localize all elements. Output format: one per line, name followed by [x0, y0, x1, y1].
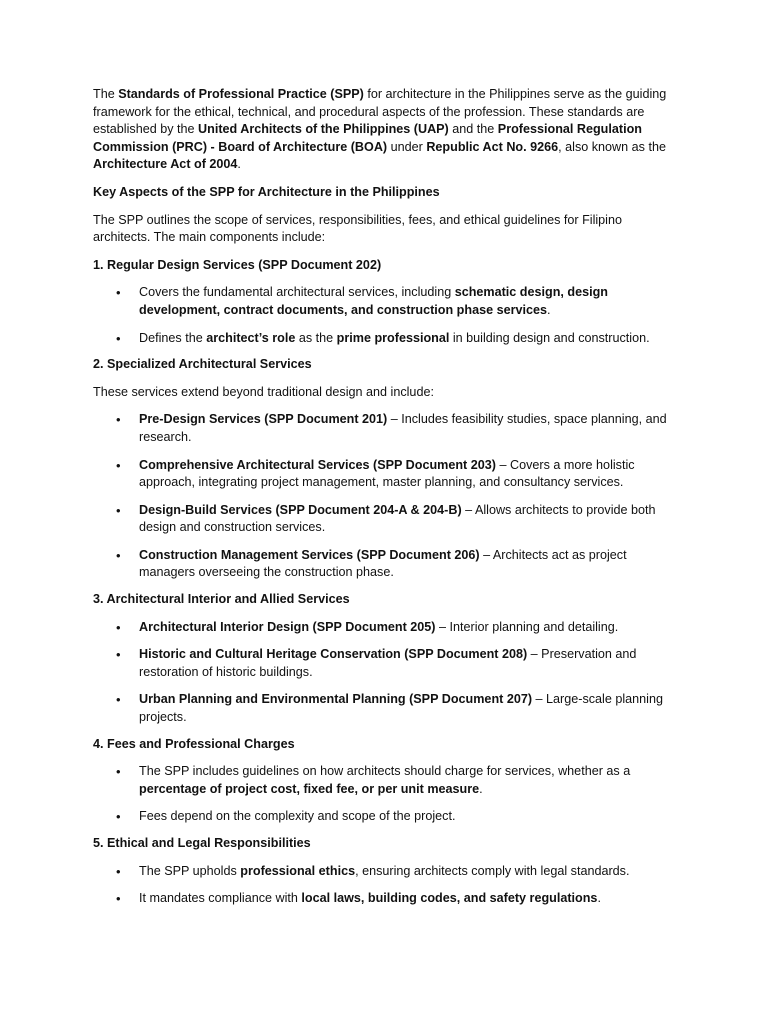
section-heading: 1. Regular Design Services (SPP Document 202): [93, 257, 382, 272]
bullet-dot-icon: •: [116, 547, 121, 563]
bullet-list: [93, 863, 668, 908]
bullet-item: [93, 619, 668, 637]
bullet-item: [93, 890, 668, 908]
bold-text-run: percentage of project cost, fixed fee, or per unit measure: [139, 781, 480, 796]
text-run: .: [479, 781, 483, 796]
bold-text-run: Standards of Professional Practice (SPP): [118, 87, 364, 101]
bold-text-run: Professional Regulation Commission (PRC) - Board of Architecture (BOA): [93, 122, 642, 154]
text-run: The: [93, 87, 119, 101]
bullet-item: [93, 457, 668, 492]
bullet-item: [93, 411, 668, 446]
section-paragraph: These services extend beyond traditional design and include:: [93, 384, 434, 399]
text-run: Fees depend on the complexity and scope of the project.: [139, 809, 456, 824]
bold-text-run: Architecture Act of 2004: [93, 157, 238, 172]
bullet-dot-icon: •: [116, 809, 121, 825]
text-run: .: [597, 891, 601, 906]
text-run: – Preservation and restoration of historic buildings.: [139, 647, 637, 679]
bullet-dot-icon: •: [116, 891, 121, 907]
text-run: – Includes feasibility studies, space planning, and research.: [139, 412, 667, 444]
bullet-dot-icon: •: [116, 647, 121, 663]
bold-text-run: Pre-Design Services (SPP Document 201): [139, 412, 388, 427]
overview-paragraph: The SPP outlines the scope of services, responsibilities, fees, and ethical guidelines for Filipino architects. The main components include:: [93, 212, 622, 245]
text-run: for architecture in the Philippines serve as the guiding framework for the ethical, technical, and procedural aspects of the profession. These standards are established by the: [93, 87, 667, 137]
bold-text-run: Comprehensive Architectural Services (SPP Document 203): [139, 457, 496, 472]
text-run: – Covers a more holistic approach, integrating project management, master planning, and consultancy services.: [139, 457, 635, 490]
bullet-dot-icon: •: [116, 412, 121, 428]
text-run: in building design and construction.: [449, 330, 650, 345]
bullet-dot-icon: •: [116, 502, 121, 518]
bold-text-run: Construction Management Services (SPP Document 206): [139, 547, 480, 562]
bullet-list: [93, 619, 668, 727]
bullet-item: [93, 691, 668, 726]
bullet-dot-icon: •: [116, 330, 121, 346]
bold-text-run: local laws, building codes, and safety regulations: [301, 891, 598, 906]
key-aspects-heading: Key Aspects of the SPP for Architecture in the Philippines: [93, 184, 440, 199]
bullet-item: [93, 808, 668, 826]
bold-text-run: Republic Act No. 9266: [426, 139, 559, 154]
text-run: .: [547, 302, 551, 317]
text-run: .: [237, 157, 241, 172]
bullet-item: [93, 330, 668, 348]
bold-text-run: United Architects of the Philippines (UAP): [198, 122, 449, 137]
bold-text-run: Historic and Cultural Heritage Conservation (SPP Document 208): [139, 647, 528, 662]
text-run: under: [387, 139, 427, 154]
text-run: – Interior planning and detailing.: [435, 619, 619, 634]
text-run: , also known as the: [558, 139, 666, 154]
text-run: – Allows architects to provide both design and construction services.: [139, 502, 656, 535]
text-run: – Large-scale planning projects.: [139, 692, 663, 725]
section-heading: 3. Architectural Interior and Allied Services: [93, 592, 350, 607]
text-run: The SPP upholds: [139, 863, 241, 878]
bold-text-run: Design-Build Services (SPP Document 204-A & 204-B): [139, 502, 462, 517]
bullet-list: [93, 763, 668, 826]
bullet-item: [93, 763, 668, 798]
text-run: Defines the: [139, 330, 207, 345]
text-run: Covers the fundamental architectural services, including: [139, 285, 455, 300]
sections-container: [93, 257, 668, 908]
text-run: and the: [448, 122, 498, 137]
intro-paragraph: [93, 86, 668, 174]
bullet-list: [93, 284, 668, 347]
bold-text-run: Architectural Interior Design (SPP Document 205): [139, 619, 436, 634]
bullet-dot-icon: •: [116, 619, 121, 635]
text-run: – Architects act as project managers overseeing the construction phase.: [139, 547, 627, 580]
bullet-dot-icon: •: [116, 285, 121, 301]
text-run: It mandates compliance with: [139, 891, 302, 906]
bullet-item: [93, 863, 668, 881]
bullet-dot-icon: •: [116, 863, 121, 879]
bullet-dot-icon: •: [116, 764, 121, 780]
section-heading: 4. Fees and Professional Charges: [93, 736, 295, 751]
section-heading: 2. Specialized Architectural Services: [93, 357, 312, 372]
bold-text-run: architect’s role: [206, 330, 296, 345]
bullet-item: [93, 284, 668, 319]
section-heading: 5. Ethical and Legal Responsibilities: [93, 836, 311, 850]
bold-text-run: Urban Planning and Environmental Planning (SPP Document 207): [139, 692, 533, 707]
bullet-dot-icon: •: [116, 692, 121, 708]
text-run: as the: [295, 330, 337, 345]
text-run: The SPP includes guidelines on how architects should charge for services, whether as a: [139, 764, 631, 779]
bullet-item: [93, 547, 668, 582]
bullet-item: [93, 646, 668, 681]
bold-text-run: prime professional: [336, 330, 450, 345]
bold-text-run: professional ethics: [240, 863, 356, 878]
text-run: , ensuring architects comply with legal standards.: [355, 863, 630, 878]
bullet-list: [93, 411, 668, 582]
bullet-dot-icon: •: [116, 457, 121, 473]
bold-text-run: schematic design, design development, contract documents, and construction phase services: [139, 285, 608, 317]
bullet-item: [93, 502, 668, 537]
